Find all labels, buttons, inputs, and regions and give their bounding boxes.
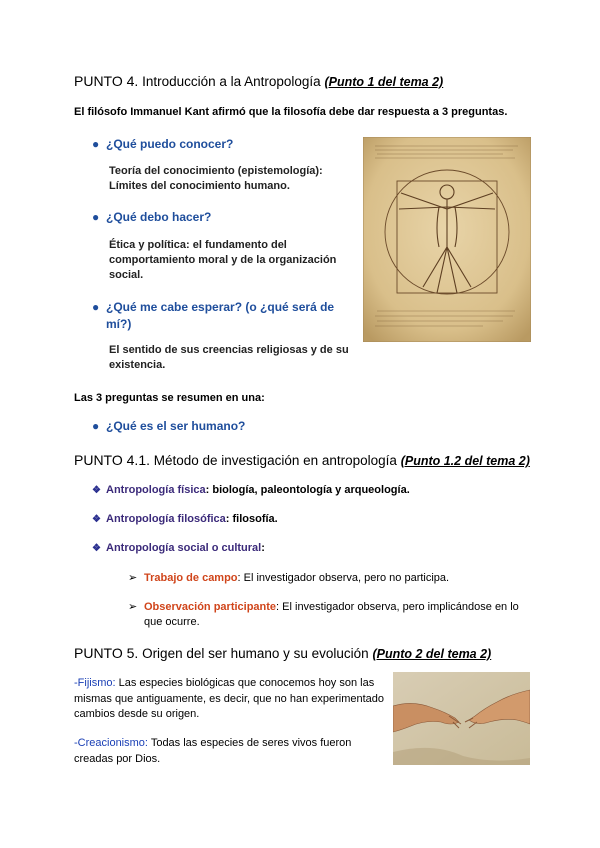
fijismo-label: -Fijismo:	[74, 677, 116, 689]
bullet-icon: ●	[92, 210, 100, 224]
arrow-bullet-icon: ➢	[128, 572, 138, 584]
creacionismo-line1: Todas las especies de seres vivos fueron	[147, 737, 352, 749]
fijismo-line1: Las especies biológicas que conocemos hoy son las	[115, 677, 375, 689]
sub-item-2-label: Observación participante	[144, 601, 277, 613]
question-1	[92, 137, 233, 151]
punto4-heading	[74, 73, 443, 89]
bullet-icon: ●	[92, 419, 100, 433]
question-2	[92, 210, 211, 224]
answer-2-line3: social.	[109, 269, 144, 281]
method-item-3	[92, 542, 265, 554]
summary-text: Las 3 preguntas se resumen en una:	[74, 392, 265, 404]
final-question	[92, 419, 245, 433]
answer-2	[109, 238, 336, 283]
sub-item-2-text: : El investigador observa, pero implicándose en lo	[276, 601, 519, 613]
bullet-icon: ●	[92, 137, 100, 151]
diamond-bullet-icon: ❖	[92, 514, 101, 525]
diamond-bullet-icon: ❖	[92, 543, 101, 554]
sub-item-2-text-line2: que ocurre.	[144, 616, 200, 628]
final-question-text: ¿Qué es el ser humano?	[106, 419, 246, 433]
punto4-number: PUNTO 4.	[74, 73, 139, 89]
question-1-text: ¿Qué puedo conocer?	[106, 137, 234, 151]
method-item-2-text: : filosofía.	[225, 513, 278, 525]
punto5-number: PUNTO 5.	[74, 645, 139, 661]
question-3	[92, 299, 334, 333]
answer-1-line1: Teoría del conocimiento (epistemología):	[109, 165, 323, 177]
sub-item-1	[128, 571, 449, 586]
creacionismo-line2: creadas por Dios.	[74, 752, 161, 765]
punto41-title: Método de investigación en antropología	[150, 453, 401, 468]
vitruvian-man-image	[363, 137, 531, 342]
creacionismo-label: -Creacionismo:	[74, 737, 148, 749]
answer-2-line2: comportamiento moral y de la organización	[109, 254, 337, 266]
sub-item-1-text: : El investigador observa, pero no participa.	[237, 572, 450, 584]
answer-1-line2: Límites del conocimiento humano.	[109, 180, 290, 192]
bullet-icon: ●	[92, 300, 100, 314]
method-item-2-label: Antropología filosófica	[106, 513, 226, 525]
punto41-number: PUNTO 4.1.	[74, 452, 150, 468]
answer-1	[109, 164, 323, 194]
answer-2-line1: Ética y política: el fundamento del	[109, 239, 287, 251]
punto4-title: Introducción a la Antropología	[138, 74, 325, 89]
method-item-3-text: :	[261, 542, 265, 554]
method-item-1-label: Antropología física	[106, 484, 206, 496]
punto41-heading	[74, 452, 530, 468]
method-item-2	[92, 513, 278, 525]
punto4-reference: (Punto 1 del tema 2)	[324, 75, 444, 89]
method-item-1-text: : biología, paleontología y arqueología.	[205, 484, 410, 496]
punto5-title: Origen del ser humano y su evolución	[138, 646, 373, 661]
answer-3	[109, 343, 349, 373]
sub-item-2	[128, 600, 519, 630]
creacionismo-definition	[74, 736, 351, 767]
fijismo-definition	[74, 676, 384, 723]
arrow-bullet-icon: ➢	[128, 601, 138, 613]
method-item-3-label: Antropología social o cultural	[106, 542, 262, 554]
question-3-line1: ¿Qué me cabe esperar? (o ¿qué será de	[106, 300, 335, 314]
method-item-1	[92, 484, 410, 496]
kant-intro: El filósofo Immanuel Kant afirmó que la filosofía debe dar respuesta a 3 preguntas.	[74, 106, 508, 118]
creation-of-adam-image	[393, 672, 530, 765]
answer-3-line2: existencia.	[109, 359, 166, 371]
fijismo-line3: cambios desde su origen.	[74, 708, 200, 720]
question-2-text: ¿Qué debo hacer?	[106, 210, 212, 224]
punto5-heading	[74, 645, 491, 661]
sub-item-1-label: Trabajo de campo	[144, 572, 238, 584]
punto5-reference: (Punto 2 del tema 2)	[372, 647, 492, 661]
answer-3-line1: El sentido de sus creencias religiosas y de su	[109, 344, 349, 356]
question-3-line2: mí?)	[106, 317, 132, 331]
diamond-bullet-icon: ❖	[92, 485, 101, 496]
punto41-reference: (Punto 1.2 del tema 2)	[400, 454, 530, 468]
fijismo-line2: mismas que antiguamente, es decir, que no han experimentado	[74, 692, 385, 705]
